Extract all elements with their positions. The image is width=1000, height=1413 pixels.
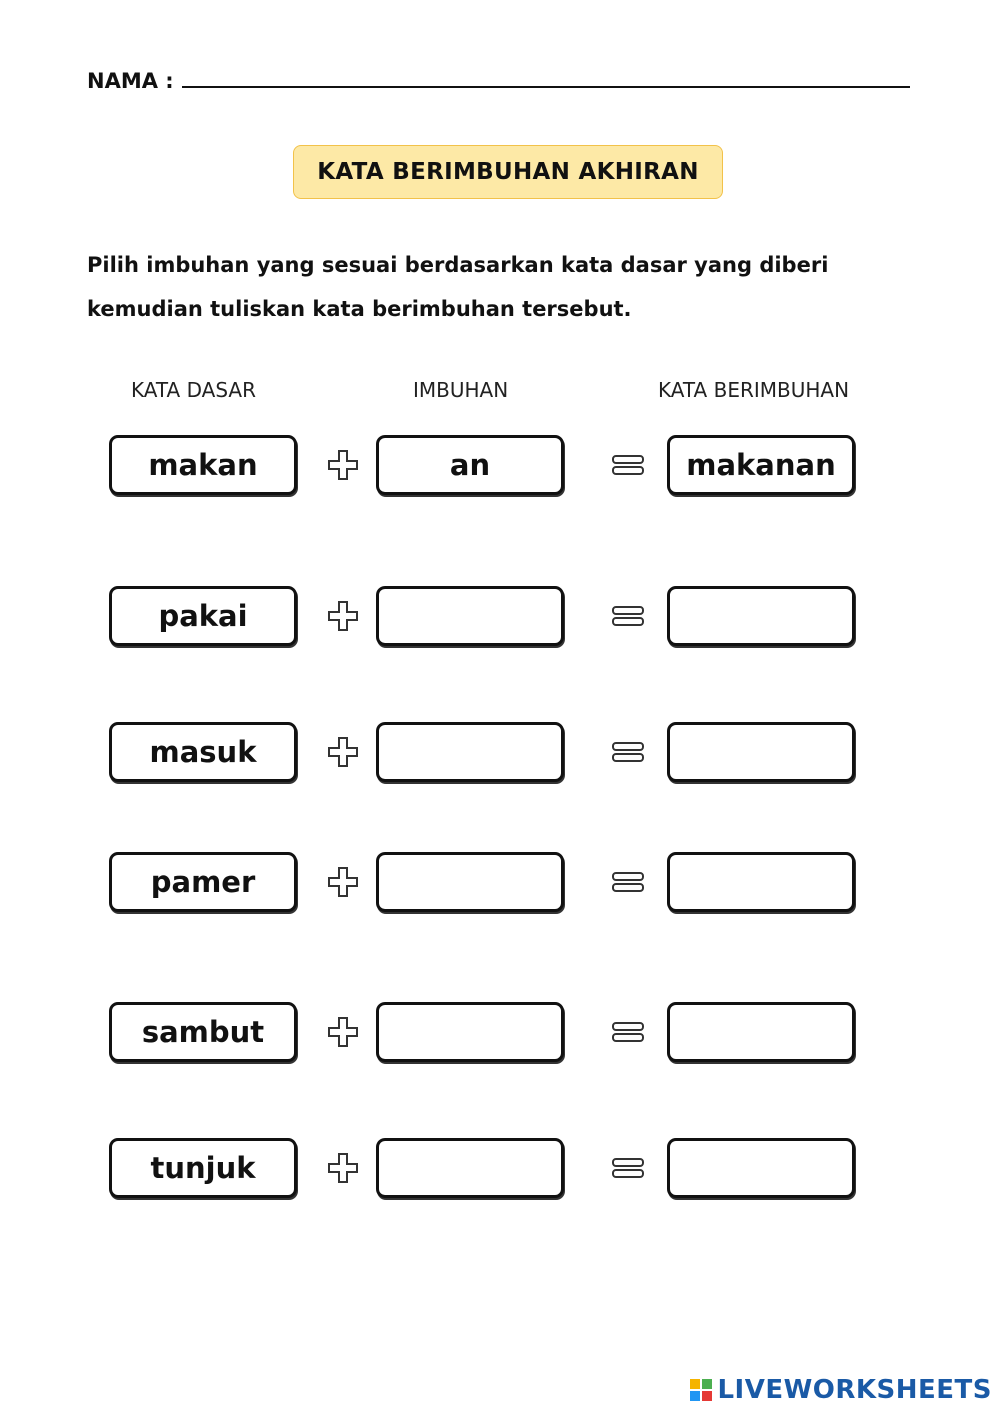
imbuhan-input[interactable] bbox=[376, 852, 564, 912]
name-label: NAMA : bbox=[87, 69, 174, 93]
kata-dasar-box: makan bbox=[109, 435, 297, 495]
column-header-kata-berimbuhan: KATA BERIMBUHAN bbox=[658, 378, 850, 402]
column-header-kata-dasar: KATA DASAR bbox=[131, 378, 256, 402]
kata-dasar-box: masuk bbox=[109, 722, 297, 782]
equals-icon bbox=[611, 865, 645, 899]
equals-icon bbox=[611, 448, 645, 482]
imbuhan-input[interactable] bbox=[376, 1002, 564, 1062]
equals-icon bbox=[611, 1015, 645, 1049]
plus-icon bbox=[326, 1015, 360, 1049]
plus-icon bbox=[326, 1151, 360, 1185]
equals-icon bbox=[611, 1151, 645, 1185]
kata-dasar-box: pakai bbox=[109, 586, 297, 646]
name-line[interactable] bbox=[182, 66, 910, 88]
imbuhan-input[interactable]: an bbox=[376, 435, 564, 495]
kata-dasar-box: tunjuk bbox=[109, 1138, 297, 1198]
instruction-text: Pilih imbuhan yang sesuai berdasarkan kata dasar yang diberi kemudian tuliskan kata berimbuhan tersebut. bbox=[87, 253, 829, 321]
worksheet-title: KATA BERIMBUHAN AKHIRAN bbox=[293, 145, 723, 199]
kata-dasar-box: pamer bbox=[109, 852, 297, 912]
plus-icon bbox=[326, 735, 360, 769]
equals-icon bbox=[611, 599, 645, 633]
kata-berimbuhan-input[interactable] bbox=[667, 1002, 855, 1062]
column-header-imbuhan: IMBUHAN bbox=[413, 378, 509, 402]
imbuhan-input[interactable] bbox=[376, 722, 564, 782]
kata-berimbuhan-input[interactable]: makanan bbox=[667, 435, 855, 495]
plus-icon bbox=[326, 599, 360, 633]
equals-icon bbox=[611, 735, 645, 769]
kata-berimbuhan-input[interactable] bbox=[667, 1138, 855, 1198]
footer-branding bbox=[689, 1375, 992, 1405]
plus-icon bbox=[326, 865, 360, 899]
kata-berimbuhan-input[interactable] bbox=[667, 586, 855, 646]
imbuhan-input[interactable] bbox=[376, 1138, 564, 1198]
kata-berimbuhan-input[interactable] bbox=[667, 852, 855, 912]
kata-berimbuhan-input[interactable] bbox=[667, 722, 855, 782]
imbuhan-input[interactable] bbox=[376, 586, 564, 646]
name-field-row bbox=[87, 66, 910, 93]
plus-icon bbox=[326, 448, 360, 482]
liveworksheets-logo-icon bbox=[689, 1378, 713, 1402]
brand-name: LIVEWORKSHEETS bbox=[717, 1375, 992, 1405]
kata-dasar-box: sambut bbox=[109, 1002, 297, 1062]
